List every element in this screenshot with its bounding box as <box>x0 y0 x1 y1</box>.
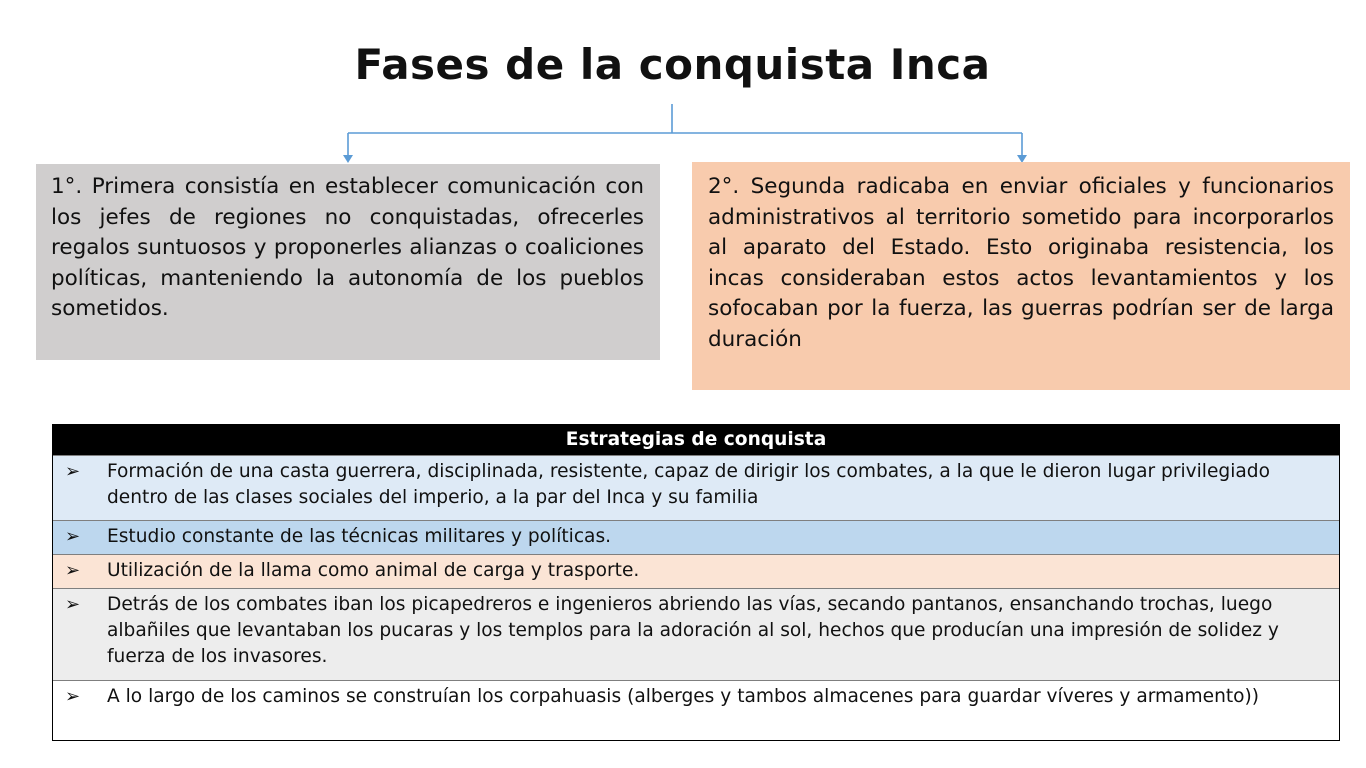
strategy-row <box>53 680 1339 740</box>
page-title: Fases de la conquista Inca <box>354 40 991 89</box>
strategy-text: Estudio constante de las técnicas militares y políticas. <box>107 526 612 547</box>
strategy-text: Utilización de la llama como animal de carga y trasporte. <box>107 560 640 581</box>
strategy-row <box>53 554 1339 588</box>
strategies-table <box>52 424 1340 741</box>
arrow-bullet-icon: ➢ <box>65 526 81 547</box>
strategy-text: A lo largo de los caminos se construían los corpahuasis (alberges y tambos almacenes para guardar víveres y armamento)) <box>107 686 1260 707</box>
phase-1-box: 1°. Primera consistía en establecer comunicación con los jefes de regiones no conquistadas, ofrecerles regalos suntuosos y proponerles alianzas o coaliciones políticas, manteniendo la autonomía de los pueblos sometidos. <box>36 164 660 360</box>
arrow-bullet-icon: ➢ <box>65 560 81 581</box>
strategy-row <box>53 520 1339 554</box>
strategy-text: Detrás de los combates iban los picapedreros e ingenieros abriendo las vías, secando pantanos, ensanchando trochas, luego albañiles que levantaban los pucaras y los templos para la adoración al sol, hechos que producían una impresión de solidez y fuerza de los invasores. <box>107 594 1279 667</box>
strategy-text: Formación de una casta guerrera, disciplinada, resistente, capaz de dirigir los combates, a la que le dieron lugar privilegiado dentro de las clases sociales del imperio, a la par del Inca y su familia <box>107 461 1270 508</box>
strategies-header: Estrategias de conquista <box>53 425 1339 455</box>
arrow-bullet-icon: ➢ <box>65 594 81 615</box>
arrow-bullet-icon: ➢ <box>65 461 81 482</box>
strategy-row <box>53 455 1339 520</box>
phase-2-box: 2°. Segunda radicaba en enviar oficiales y funcionarios administrativos al territorio sometido para incorporarlos al aparato del Estado. Esto originaba resistencia, los incas consideraban estos actos levantamientos y los sofocaban por la fuerza, las guerras podrían ser de larga duración <box>692 162 1350 390</box>
arrow-down-icon <box>343 155 353 163</box>
arrow-bullet-icon: ➢ <box>65 686 81 707</box>
hierarchy-connector <box>0 0 1366 170</box>
strategy-row <box>53 588 1339 680</box>
